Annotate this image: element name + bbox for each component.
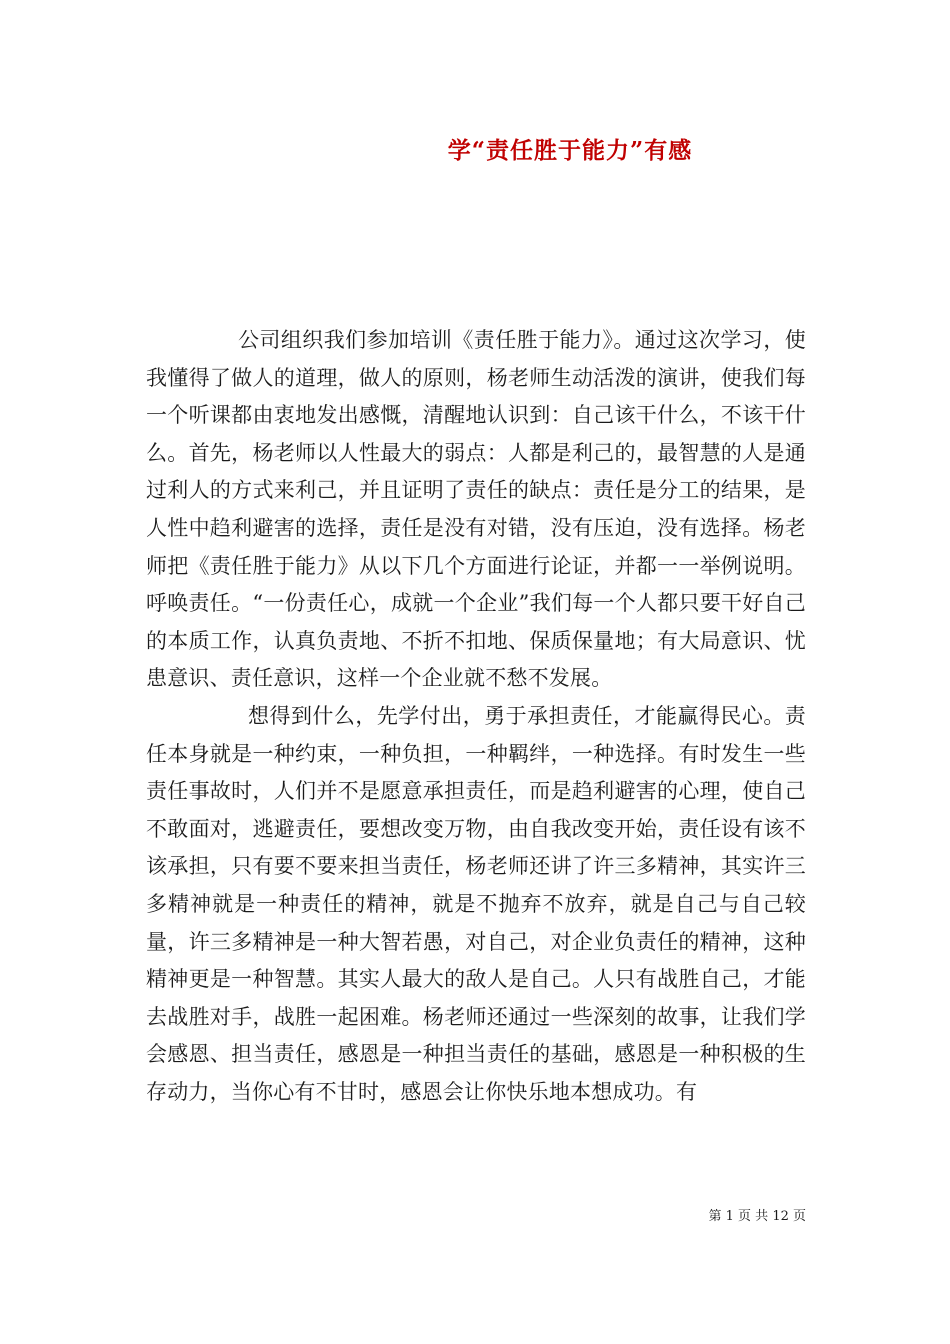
paragraph-1: 公司组织我们参加培训《责任胜于能力》。通过这次学习，使我懂得了做人的道理，做人的原则，杨老师生动活泼的演讲，使我们每一个听课都由衷地发出感慨，清醒地认识到：自己该干什么，不该干什么。首先，杨老师以人性最大的弱点：人都是利己的，最智慧的人是通过利人的方式来利己，并且证明了责任的缺点：责任是分工的结果，是人性中趋利避害的选择，责任是没有对错，没有压迫，没有选择。杨老师把《责任胜于能力》从以下几个方面进行论证，并都一一举例说明。呼唤责任。“一份责任心，成就一个企业”我们每一个人都只要干好自己的本质工作，认真负责地、不折不扣地、保质保量地；有大局意识、忧患意识、责任意识，这样一个企业就不愁不发展。	[146, 328, 806, 691]
page-number-footer: 第 1 页 共 12 页	[708, 1209, 806, 1224]
paragraph-2: 想得到什么，先学付出，勇于承担责任，才能赢得民心。责任本身就是一种约束，一种负担，一种羁绊，一种选择。有时发生一些责任事故时，人们并不是愿意承担责任，而是趋利避害的心理，使自己不敢面对，逃避责任，要想改变万物，由自我改变开始，责任设有该不该承担，只有要不要来担当责任，杨老师还讲了许三多精神，其实许三多精神就是一种责任的精神，就是不抛弃不放弃，就是自己与自己较量，许三多精神是一种大智若愚，对自己，对企业负责任的精神，这种精神更是一种智慧。其实人最大的敌人是自己。人只有战胜自己，才能去战胜对手，战胜一起困难。杨老师还通过一些深刻的故事，让我们学会感恩、担当责任，感恩是一种担当责任的基础，感恩是一种积极的生存动力，当你心有不甘时，感恩会让你快乐地本想成功。有	[146, 703, 806, 1104]
document-title: 学“责任胜于能力”有感	[447, 137, 693, 164]
document-body	[146, 322, 806, 1111]
